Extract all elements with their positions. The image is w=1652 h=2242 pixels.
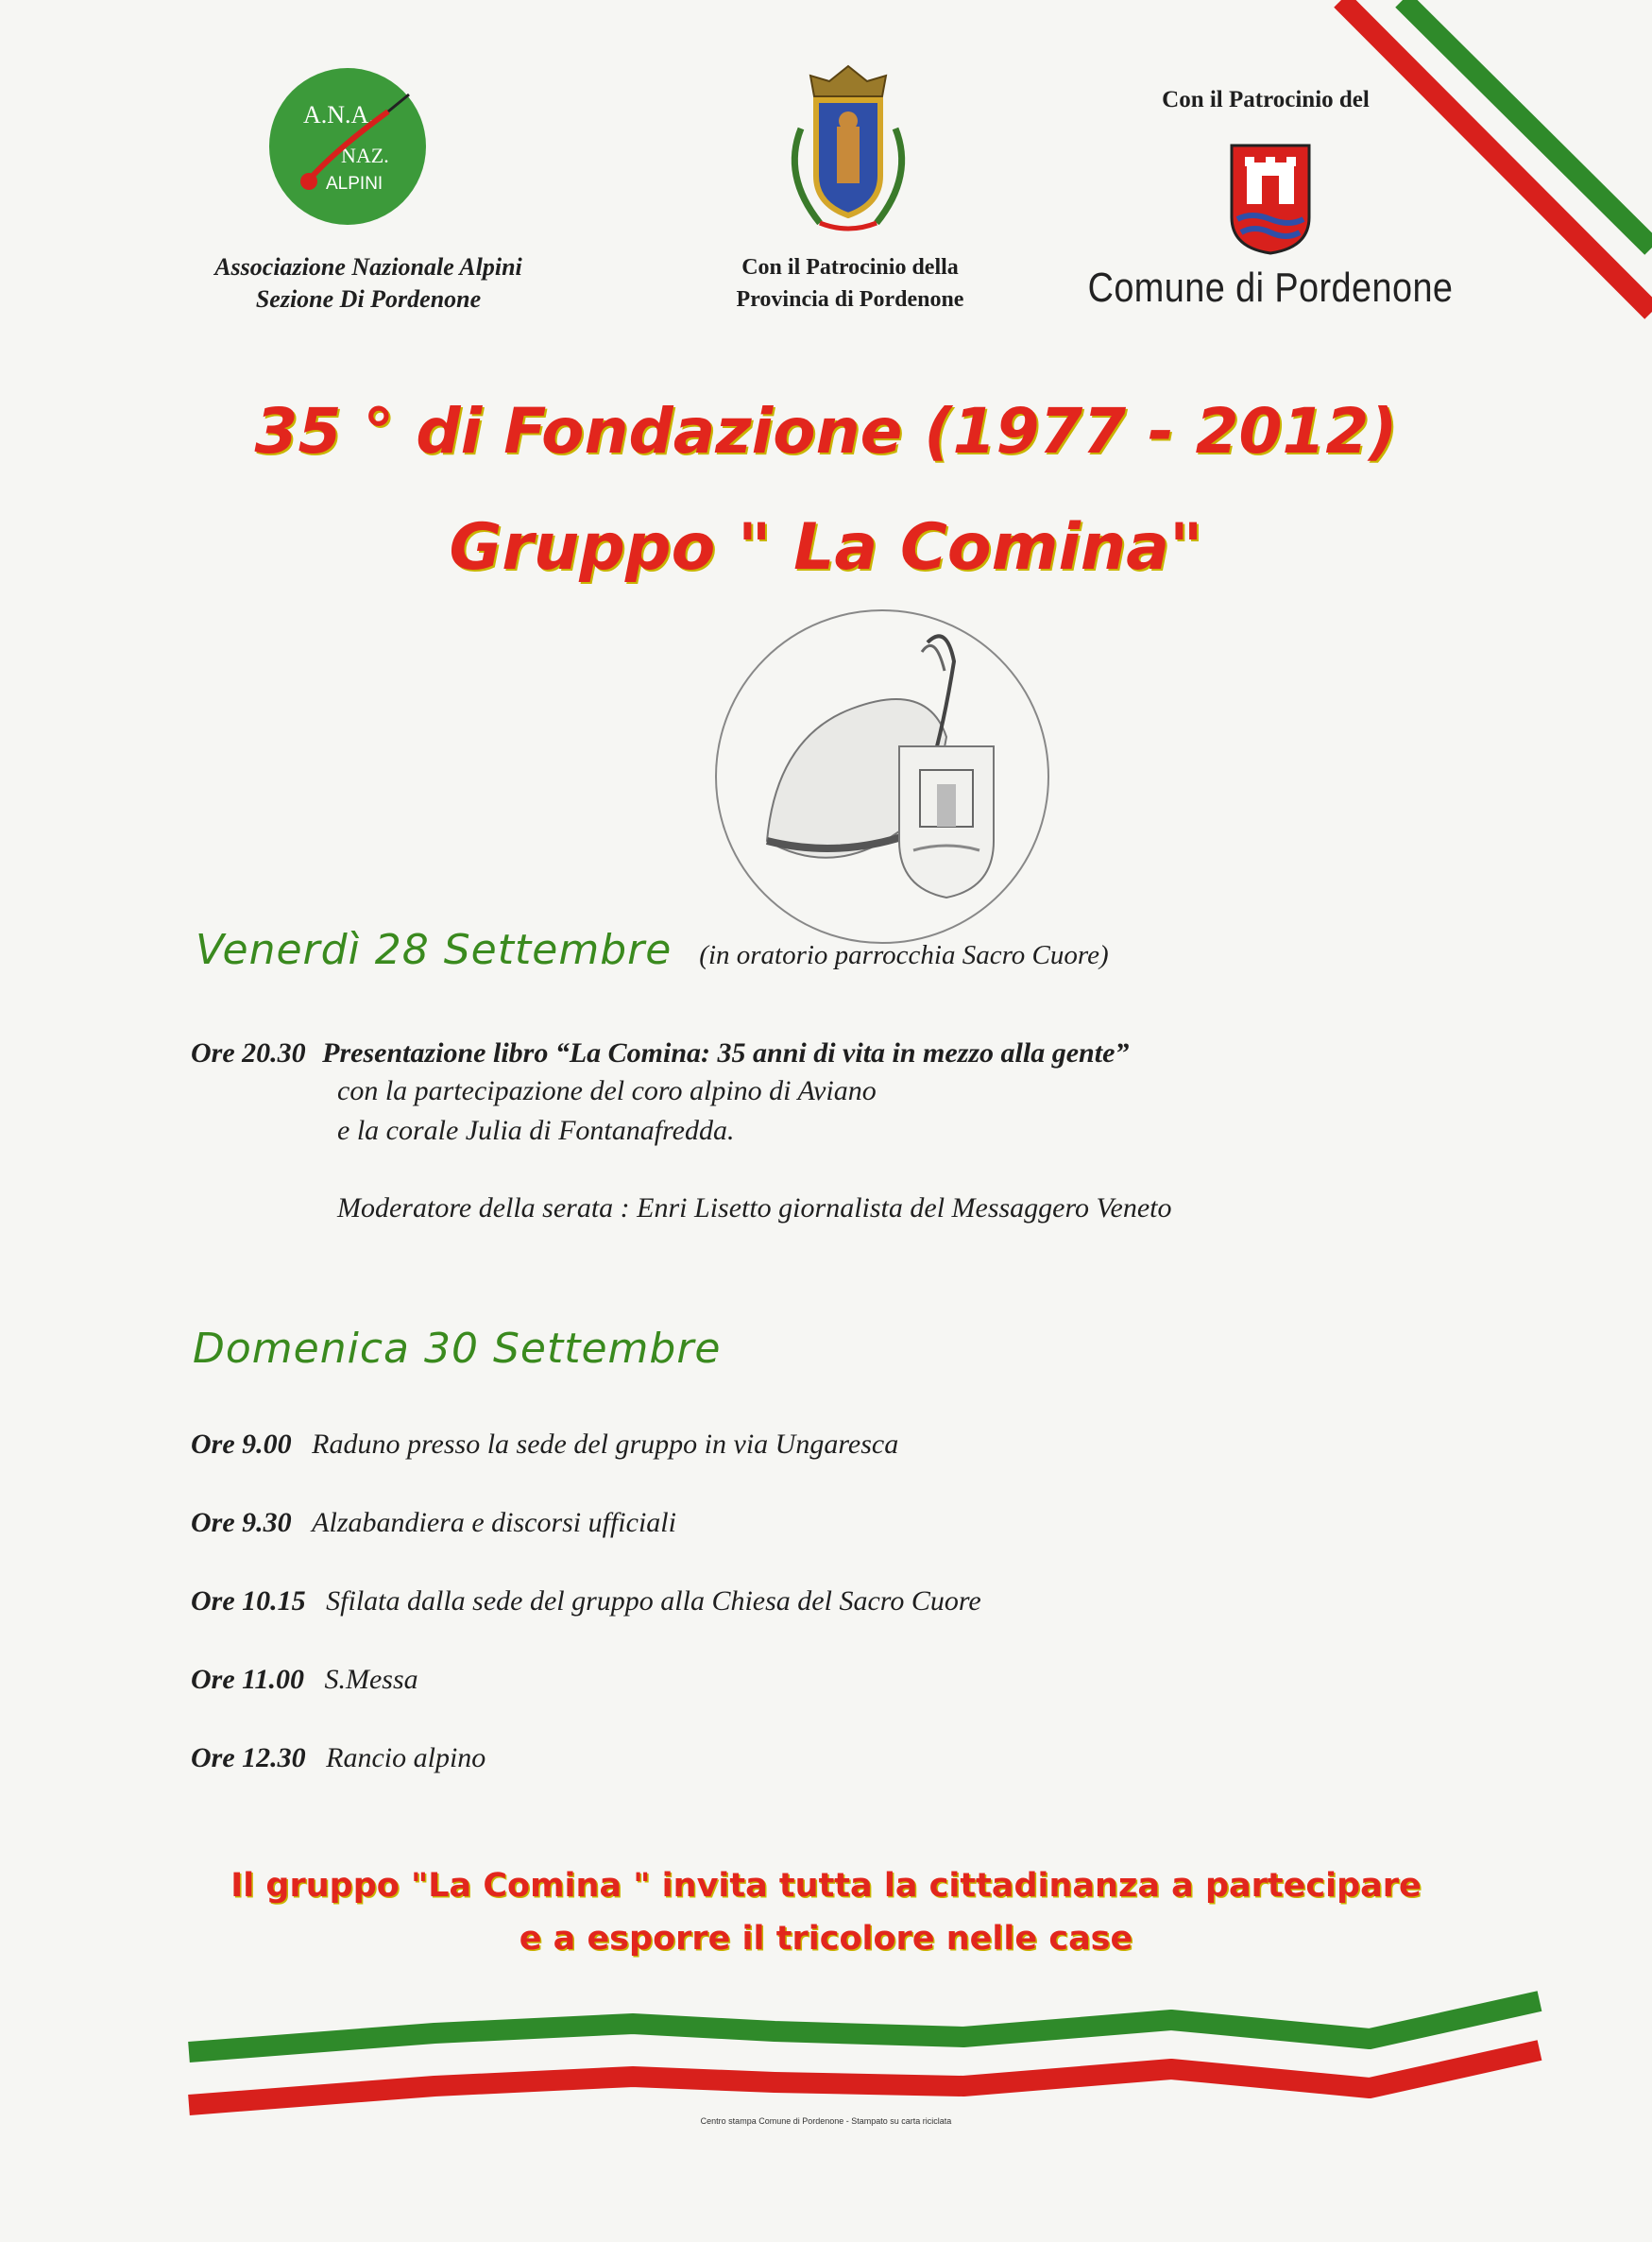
municipality-crest-icon (1228, 142, 1313, 255)
event-time: Ore 9.00 (191, 1429, 292, 1460)
municipality-patronage: Con il Patrocinio del (1162, 87, 1370, 112)
event-moderator: Moderatore della serata : Enri Lisetto giornalista del Messaggero Veneto (337, 1192, 1172, 1224)
event-detail: con la partecipazione del coro alpino di Aviano (337, 1075, 877, 1106)
event-detail: e la corale Julia di Fontanafredda. (337, 1115, 735, 1146)
slogan-line: Il gruppo "La Comina " invita tutta la cittadinanza a partecipare (230, 1867, 1422, 1905)
ana-caption (151, 251, 586, 316)
svg-text:A.N.A.: A.N.A. (303, 101, 375, 128)
slogan-line: e a esporre il tricolore nelle case (519, 1920, 1133, 1958)
svg-text:NAZ.: NAZ. (341, 144, 389, 167)
event-text: Alzabandiera e discorsi ufficiali (312, 1507, 676, 1538)
sunday-heading: Domenica 30 Settembre (193, 1325, 722, 1373)
municipality-name: Comune di Pordenone (1087, 265, 1454, 311)
print-credit: Centro stampa Comune di Pordenone - Stampato su carta riciclata (700, 2116, 952, 2126)
event-time: Ore 10.15 (191, 1585, 306, 1617)
event-time: Ore 11.00 (191, 1664, 304, 1695)
friday-event (191, 1034, 1129, 1073)
list-item (191, 1425, 898, 1464)
event-title: Presentazione libro “La Comina: 35 anni di vita in mezzo alla gente” (322, 1037, 1130, 1069)
ana-logo-icon (267, 66, 428, 227)
friday-location: (in oratorio parrocchia Sacro Cuore) (699, 940, 1109, 970)
svg-text:ALPINI: ALPINI (326, 174, 383, 194)
event-time: Ore 20.30 (191, 1037, 306, 1069)
friday-heading (196, 926, 1109, 974)
list-item (191, 1503, 676, 1543)
event-text: Rancio alpino (326, 1742, 486, 1773)
province-caption-line: Provincia di Pordenone (736, 287, 964, 312)
event-text: S.Messa (324, 1664, 418, 1695)
ana-caption-line: Associazione Nazionale Alpini (214, 253, 522, 281)
event-text: Sfilata dalla sede del gruppo alla Chiesa del Sacro Cuore (326, 1585, 981, 1617)
province-crest-icon (773, 62, 924, 242)
tricolor-wave-ribbon (179, 1975, 1549, 2135)
alpine-hat-emblem-icon (710, 605, 1054, 949)
province-caption (661, 251, 1039, 316)
ana-caption-line: Sezione Di Pordenone (255, 285, 482, 313)
list-item (191, 1660, 418, 1700)
event-text: Raduno presso la sede del gruppo in via Ungaresca (312, 1429, 899, 1460)
page-subtitle: Gruppo " La Comina" (449, 510, 1203, 585)
list-item (191, 1582, 981, 1621)
friday-heading-text: Venerdì 28 Settembre (196, 926, 673, 974)
page-title: 35 ° di Fondazione (1977 - 2012) (254, 395, 1398, 468)
event-time: Ore 12.30 (191, 1742, 306, 1773)
province-caption-line: Con il Patrocinio della (741, 255, 959, 280)
event-time: Ore 9.30 (191, 1507, 292, 1538)
list-item (191, 1738, 485, 1778)
